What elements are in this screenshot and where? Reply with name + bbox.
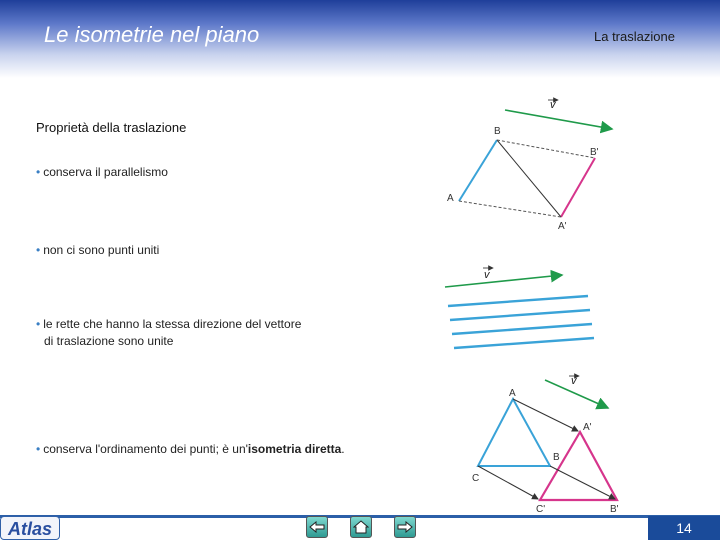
point-c-prime-label: C' [536,504,546,515]
point-a-label: A [447,193,454,204]
home-button[interactable] [350,516,372,538]
bullet-dot-icon: • [36,243,41,257]
page-number: 14 [648,516,720,540]
diagonal [497,140,561,217]
bullet-direct-isometry: • conserva l'ordinamento dei punti; è un'isometria diretta. [36,442,345,456]
point-b-prime-label: B' [590,147,599,158]
point-a-prime-label: A' [583,422,592,433]
next-slide-button[interactable] [394,516,416,538]
previous-slide-button[interactable] [306,516,328,538]
bullet-dot-icon: • [36,317,41,331]
translation-path-b [550,466,615,499]
triangle-abc [478,399,550,466]
vector-arrow [505,110,612,129]
translation-path-a [459,201,561,217]
vector-label: v [571,375,577,387]
parallel-line-3 [452,324,592,334]
atlas-logo[interactable]: Atlas [0,516,60,540]
presentation-title: Le isometrie nel piano [44,22,260,47]
parallel-line-4 [454,338,594,348]
arrow-left-icon [309,521,325,533]
point-b-label: B [494,126,501,137]
parallel-line-1 [448,296,588,306]
properties-heading: Proprietà della traslazione [36,120,187,135]
figure-segment-translation [447,99,612,232]
segment-ab-image [561,158,595,217]
point-a-label: A [509,388,516,399]
translation-path-b [497,140,595,158]
vector-arrow [545,380,608,408]
point-c-label: C [472,473,480,484]
point-b-label: B [553,452,560,463]
segment-ab [459,140,497,201]
bullet-no-fixed-points: • non ci sono punti uniti [36,243,160,257]
bullet-dot-icon: • [36,442,41,456]
vector-label: v [550,99,556,111]
translation-path-c [478,466,538,499]
section-title: La traslazione [594,29,675,44]
point-b-prime-label: B' [610,504,619,515]
bullet-parallelism: • conserva il parallelismo [36,165,168,179]
bullet-dot-icon: • [36,165,41,179]
vector-arrow [445,275,562,287]
figure-invariant-lines [445,268,594,348]
figure-triangle-translation [472,375,619,515]
bullet-invariant-lines: • le rette che hanno la stessa direzione del vettore di traslazione sono unite [36,317,302,348]
vector-label: v [484,269,490,281]
triangle-abc-image [540,432,617,500]
home-icon [353,520,369,534]
point-a-prime-label: A' [558,221,567,232]
parallel-line-2 [450,310,590,320]
arrow-right-icon [397,521,413,533]
